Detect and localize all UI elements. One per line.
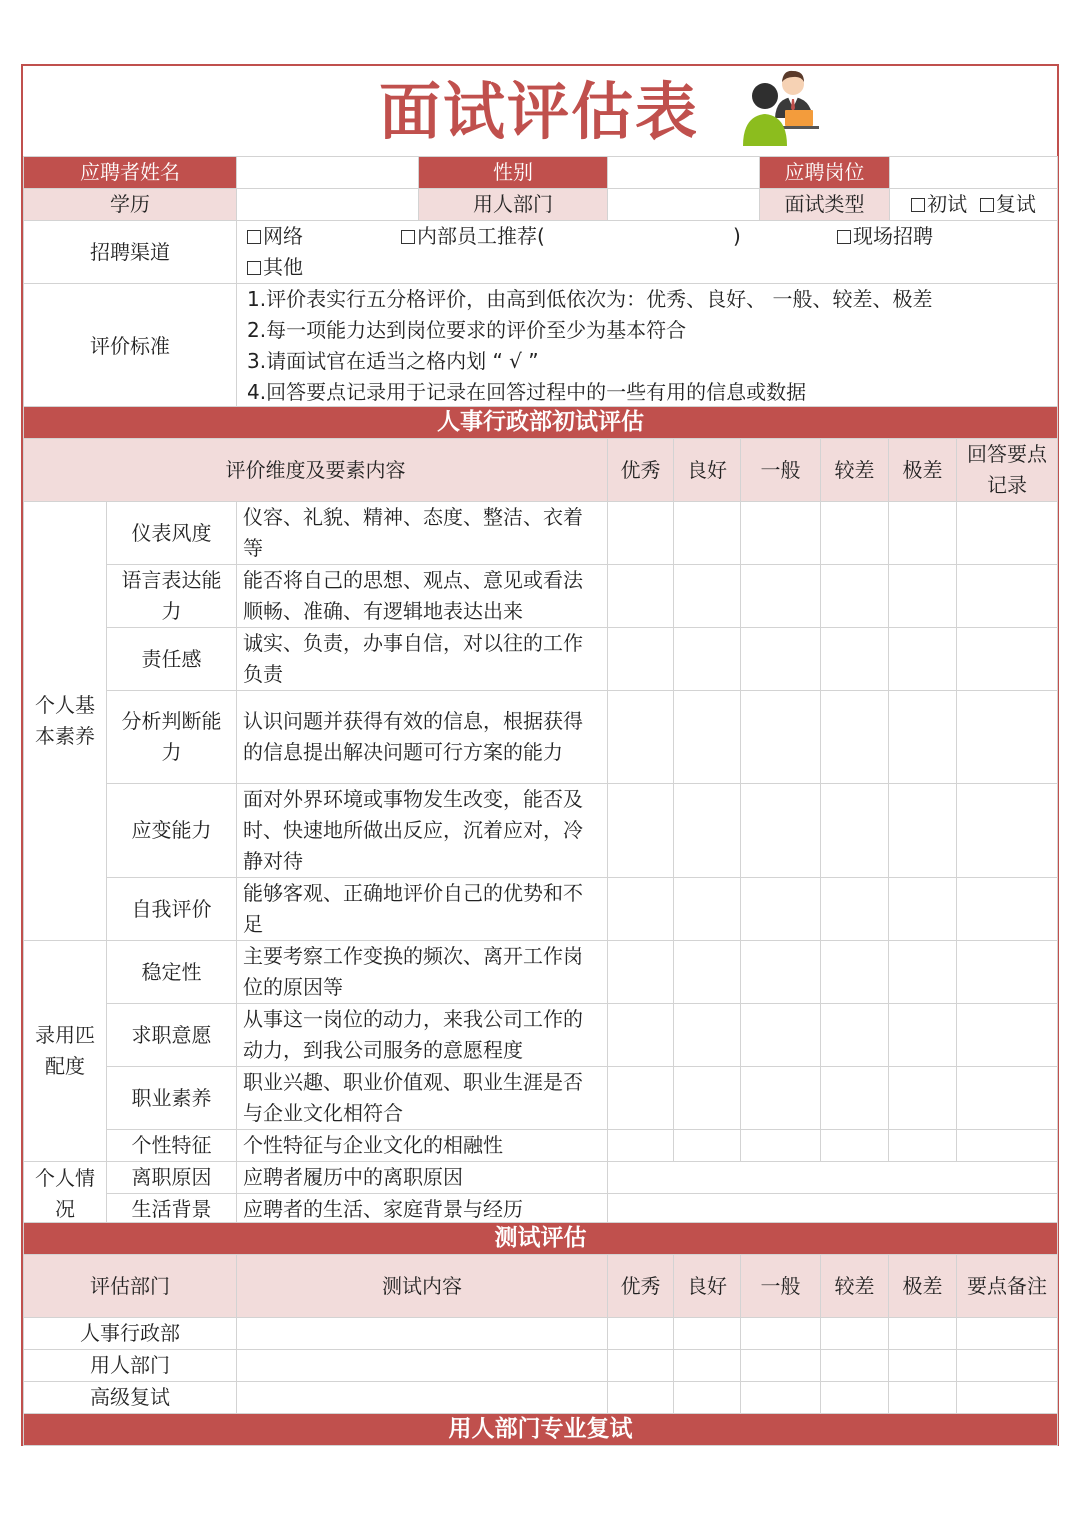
rating-cell[interactable] [889,1382,957,1414]
table-row [24,1130,1058,1162]
item-label: 分析判断能力 [107,691,237,784]
rating-cell[interactable] [741,1004,821,1067]
item-desc: 仪容、礼貌、精神、态度、整洁、衣着等 [237,502,608,565]
table-row [24,628,1058,691]
rating-cell[interactable] [821,1130,889,1162]
rating-cell[interactable] [741,1318,821,1350]
rating-cell[interactable] [608,1067,674,1130]
item-label: 离职原因 [107,1162,237,1194]
interview-type-options [890,189,1058,221]
rating-cell[interactable] [674,1067,741,1130]
retest-checkbox[interactable] [980,198,994,212]
rating-cell[interactable] [741,784,821,878]
department-label: 用人部门 [419,189,608,221]
content-cell[interactable] [237,1318,608,1350]
rating-cell[interactable] [674,1318,741,1350]
network-checkbox[interactable] [247,230,261,244]
item-desc: 认识问题并获得有效的信息，根据获得的信息提出解决问题可行方案的能力 [237,691,608,784]
rating-cell[interactable] [608,1318,674,1350]
notes-header: 要点备注 [957,1255,1058,1318]
rating-cell[interactable] [741,691,821,784]
item-label: 个性特征 [107,1130,237,1162]
item-label: 应变能力 [107,784,237,878]
item-label: 自我评价 [107,878,237,941]
rating-cell[interactable] [674,784,741,878]
rating-cell[interactable] [741,628,821,691]
department-field[interactable] [608,189,760,221]
item-label: 责任感 [107,628,237,691]
rating-cell[interactable] [821,941,889,1004]
rating-cell[interactable] [821,878,889,941]
rating-cell[interactable] [889,878,957,941]
rating-cell[interactable] [821,502,889,565]
table-row [24,1318,1058,1350]
notes-cell[interactable] [957,941,1058,1004]
rating-cell[interactable] [608,941,674,1004]
rating-cell[interactable] [608,691,674,784]
rating-header: 较差 [821,439,889,502]
table-row [24,878,1058,941]
rating-cell[interactable] [674,1130,741,1162]
group-label: 个人基本素养 [24,502,107,941]
criteria-line: 4.回答要点记录用于记录在回答过程中的一些有用的信息或数据 [247,380,807,404]
table-row [24,1194,1058,1226]
rating-cell[interactable] [889,565,957,628]
table-row [24,1004,1058,1067]
rating-cell[interactable] [741,1067,821,1130]
onsite-label: 现场招聘 [853,224,933,248]
rating-cell[interactable] [889,628,957,691]
rating-cell[interactable] [741,1382,821,1414]
interview-type-label: 面试类型 [760,189,890,221]
notes-cell[interactable] [957,502,1058,565]
content-header: 测试内容 [237,1255,608,1318]
criteria-label: 评价标准 [24,284,237,409]
item-desc: 个性特征与企业文化的相融性 [237,1130,608,1162]
notes-cell[interactable] [957,1004,1058,1067]
table-row [24,941,1058,1004]
rating-cell[interactable] [889,784,957,878]
referral-label: 内部员工推荐( [417,224,545,248]
other-label: 其他 [263,255,303,279]
item-desc: 诚实、负责，办事自信，对以往的工作负责 [237,628,608,691]
table-row [24,691,1058,784]
rating-cell[interactable] [741,502,821,565]
rating-cell[interactable] [674,628,741,691]
notes-cell[interactable] [957,1350,1058,1382]
rating-cell[interactable] [821,1067,889,1130]
rating-header: 良好 [674,439,741,502]
rating-cell[interactable] [889,1130,957,1162]
first-interview-label: 初试 [927,192,968,216]
rating-cell[interactable] [889,502,957,565]
rating-header: 一般 [741,1255,821,1318]
table-row [24,1382,1058,1414]
rating-cell[interactable] [889,1004,957,1067]
education-label: 学历 [24,189,237,221]
initial-evaluation-table [23,406,1058,1226]
rating-cell[interactable] [674,691,741,784]
notes-cell[interactable] [957,878,1058,941]
applicant-name-field[interactable] [237,157,419,189]
rating-cell[interactable] [674,502,741,565]
rating-cell[interactable] [821,1350,889,1382]
item-label: 稳定性 [107,941,237,1004]
table-row [24,1350,1058,1382]
group-label: 录用匹配度 [24,941,107,1162]
dept-label: 用人部门 [24,1350,237,1382]
notes-cell[interactable] [957,784,1058,878]
rating-cell[interactable] [821,784,889,878]
item-label: 仪表风度 [107,502,237,565]
position-label: 应聘岗位 [760,157,890,189]
table-row [24,502,1058,565]
rating-cell[interactable] [608,1382,674,1414]
notes-cell[interactable] [957,628,1058,691]
network-label: 网络 [263,224,303,248]
criteria-line: 1.评价表实行五分格评价，由高到低依次为：优秀、良好、 一般、较差、极差 [247,287,933,311]
rating-cell[interactable] [741,1350,821,1382]
table-row [24,1162,1058,1194]
item-label: 语言表达能力 [107,565,237,628]
item-label: 生活背景 [107,1194,237,1226]
notes-cell[interactable] [957,565,1058,628]
gender-label: 性别 [419,157,608,189]
notes-cell[interactable] [957,1130,1058,1162]
dept-label: 人事行政部 [24,1318,237,1350]
rating-cell[interactable] [608,1004,674,1067]
rating-cell[interactable] [674,1382,741,1414]
rating-cell[interactable] [821,1318,889,1350]
item-label: 求职意愿 [107,1004,237,1067]
rating-header: 良好 [674,1255,741,1318]
item-desc: 职业兴趣、职业价值观、职业生涯是否与企业文化相符合 [237,1067,608,1130]
item-desc: 应聘者的生活、家庭背景与经历 [237,1194,608,1226]
rating-cell[interactable] [741,565,821,628]
channel-options [237,221,1058,284]
channel-label: 招聘渠道 [24,221,237,284]
item-desc: 应聘者履历中的离职原因 [237,1162,608,1194]
table-row [24,565,1058,628]
test-evaluation-table [23,1222,1058,1446]
referral-close: ) [733,224,741,248]
rating-cell[interactable] [889,1067,957,1130]
rating-cell[interactable] [608,1130,674,1162]
notes-cell[interactable] [957,1382,1058,1414]
rating-cell[interactable] [741,1130,821,1162]
basic-info-table [23,156,1058,409]
section-band-initial: 人事行政部初试评估 [24,407,1058,439]
other-checkbox[interactable] [247,261,261,275]
rating-cell[interactable] [741,878,821,941]
notes-cell[interactable] [957,1067,1058,1130]
rating-cell[interactable] [889,1350,957,1382]
item-desc: 主要考察工作变换的频次、离开工作岗位的原因等 [237,941,608,1004]
rating-cell[interactable] [741,941,821,1004]
title-bar [23,66,1057,156]
rating-cell[interactable] [821,565,889,628]
position-field[interactable] [890,157,1058,189]
item-desc: 能否将自己的思想、观点、意见或看法顺畅、准确、有逻辑地表达出来 [237,565,608,628]
rating-cell[interactable] [608,784,674,878]
item-label: 职业素养 [107,1067,237,1130]
item-desc: 能够客观、正确地评价自己的优势和不足 [237,878,608,941]
notes-cell[interactable] [957,1318,1058,1350]
content-cell[interactable] [237,1350,608,1382]
page-title: 面试评估表 [379,75,700,148]
rating-cell[interactable] [608,502,674,565]
applicant-name-label: 应聘者姓名 [24,157,237,189]
criteria-line: 2.每一项能力达到岗位要求的评价至少为基本符合 [247,318,687,342]
dept-header: 评估部门 [24,1255,237,1318]
section-band-professional: 用人部门专业复试 [24,1414,1058,1446]
dept-label: 高级复试 [24,1382,237,1414]
criteria-text [237,284,1058,409]
rating-cell[interactable] [821,1004,889,1067]
rating-cell[interactable] [674,1350,741,1382]
rating-cell[interactable] [608,878,674,941]
gender-field[interactable] [608,157,760,189]
section-band-test: 测试评估 [24,1223,1058,1255]
rating-cell[interactable] [889,941,957,1004]
interview-people-icon [735,68,821,148]
retest-label: 复试 [995,192,1036,216]
rating-cell[interactable] [821,691,889,784]
rating-cell[interactable] [821,628,889,691]
rating-header: 极差 [889,439,957,502]
group-label: 个人情况 [24,1162,107,1226]
criteria-line: 3.请面试官在适当之格内划 “ √ ” [247,349,539,373]
onsite-checkbox[interactable] [837,230,851,244]
rating-cell[interactable] [674,565,741,628]
rating-cell[interactable] [608,628,674,691]
rating-cell[interactable] [821,1382,889,1414]
item-desc: 面对外界环境或事物发生改变，能否及时、快速地所做出反应，沉着应对，冷静对待 [237,784,608,878]
content-cell[interactable] [237,1382,608,1414]
rating-cell[interactable] [889,1318,957,1350]
rating-header: 优秀 [608,439,674,502]
table-row [24,784,1058,878]
rating-header: 一般 [741,439,821,502]
rating-cell[interactable] [674,878,741,941]
notes-cell[interactable] [957,691,1058,784]
notes-header: 回答要点记录 [957,439,1058,502]
table-row [24,1067,1058,1130]
rating-header: 极差 [889,1255,957,1318]
notes-cell[interactable] [608,1162,1058,1194]
rating-cell[interactable] [608,565,674,628]
rating-header: 较差 [821,1255,889,1318]
rating-cell[interactable] [674,1004,741,1067]
first-interview-checkbox[interactable] [911,198,925,212]
item-desc: 从事这一岗位的动力，来我公司工作的动力，到我公司服务的意愿程度 [237,1004,608,1067]
notes-cell[interactable] [608,1194,1058,1226]
rating-cell[interactable] [674,941,741,1004]
education-field[interactable] [237,189,419,221]
rating-cell[interactable] [608,1350,674,1382]
referral-checkbox[interactable] [401,230,415,244]
dimension-header: 评价维度及要素内容 [24,439,608,502]
rating-cell[interactable] [889,691,957,784]
rating-header: 优秀 [608,1255,674,1318]
